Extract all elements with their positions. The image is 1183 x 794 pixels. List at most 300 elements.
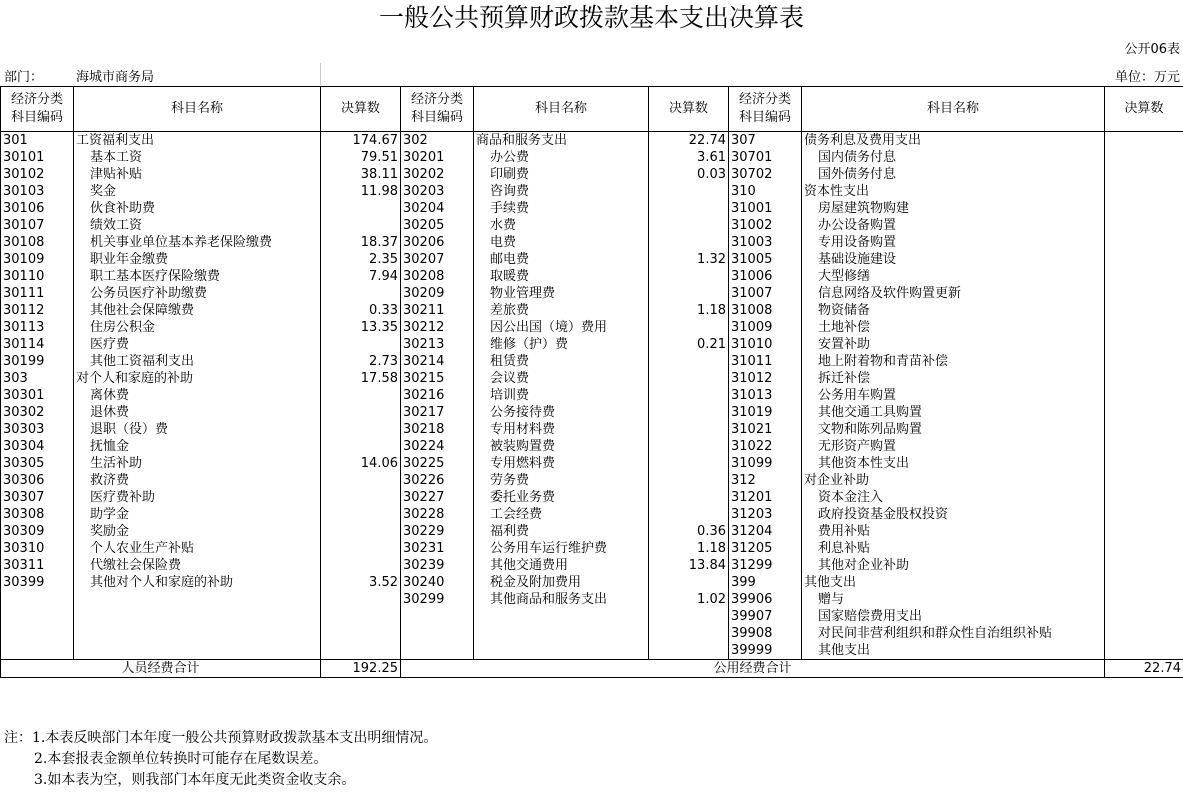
name-cell: 水费 <box>474 217 649 234</box>
name-cell: 债务利息及费用支出 <box>802 132 1105 150</box>
name-cell: 专用燃料费 <box>474 455 649 472</box>
code-cell: 31001 <box>729 200 802 217</box>
amount-cell: 174.67 <box>321 132 401 150</box>
amount-cell <box>321 217 401 234</box>
name-cell <box>74 608 321 625</box>
name-cell: 赠与 <box>802 591 1105 608</box>
header-code-2: 经济分类 科目编码 <box>401 87 474 132</box>
amount-cell <box>1105 455 1183 472</box>
code-cell <box>401 608 474 625</box>
name-cell: 其他交通工具购置 <box>802 404 1105 421</box>
name-cell: 专用材料费 <box>474 421 649 438</box>
amount-cell <box>649 455 729 472</box>
name-cell: 信息网络及软件购置更新 <box>802 285 1105 302</box>
code-cell: 30309 <box>1 523 74 540</box>
name-cell: 其他工资福利支出 <box>74 353 321 370</box>
amount-cell: 7.94 <box>321 268 401 285</box>
code-cell: 30306 <box>1 472 74 489</box>
code-cell: 302 <box>401 132 474 150</box>
amount-cell <box>321 523 401 540</box>
name-cell: 对个人和家庭的补助 <box>74 370 321 387</box>
code-cell: 30101 <box>1 149 74 166</box>
amount-cell <box>1105 268 1183 285</box>
name-cell: 奖金 <box>74 183 321 200</box>
amount-cell <box>1105 149 1183 166</box>
table-row <box>1 217 1183 234</box>
name-cell: 租赁费 <box>474 353 649 370</box>
code-cell: 30204 <box>401 200 474 217</box>
amount-cell: 14.06 <box>321 455 401 472</box>
header-name-2: 科目名称 <box>474 87 649 132</box>
amount-cell <box>649 268 729 285</box>
code-cell: 30111 <box>1 285 74 302</box>
code-cell: 30303 <box>1 421 74 438</box>
table-row <box>1 302 1183 319</box>
name-cell: 助学金 <box>74 506 321 523</box>
amount-cell <box>1105 421 1183 438</box>
code-cell: 30299 <box>401 591 474 608</box>
code-cell: 31022 <box>729 438 802 455</box>
code-cell: 31013 <box>729 387 802 404</box>
notes <box>4 728 437 791</box>
amount-cell <box>1105 302 1183 319</box>
name-cell: 安置补助 <box>802 336 1105 353</box>
code-cell: 30213 <box>401 336 474 353</box>
name-cell: 大型修缮 <box>802 268 1105 285</box>
amount-cell <box>649 387 729 404</box>
header-amount-3: 决算数 <box>1105 87 1183 132</box>
amount-cell <box>1105 183 1183 200</box>
code-cell <box>401 642 474 660</box>
name-cell: 福利费 <box>474 523 649 540</box>
amount-cell <box>1105 489 1183 506</box>
amount-cell: 1.02 <box>649 591 729 608</box>
code-cell: 30113 <box>1 319 74 336</box>
amount-cell <box>321 438 401 455</box>
code-cell: 399 <box>729 574 802 591</box>
amount-cell: 0.21 <box>649 336 729 353</box>
name-cell: 资本性支出 <box>802 183 1105 200</box>
amount-cell: 11.98 <box>321 183 401 200</box>
code-cell: 31007 <box>729 285 802 302</box>
code-cell: 31003 <box>729 234 802 251</box>
name-cell: 邮电费 <box>474 251 649 268</box>
table-row <box>1 438 1183 455</box>
code-cell: 30304 <box>1 438 74 455</box>
amount-cell: 1.32 <box>649 251 729 268</box>
table-row <box>1 234 1183 251</box>
amount-cell <box>1105 540 1183 557</box>
code-cell: 30308 <box>1 506 74 523</box>
amount-cell: 0.36 <box>649 523 729 540</box>
name-cell: 救济费 <box>74 472 321 489</box>
code-cell: 30226 <box>401 472 474 489</box>
report-title: 一般公共预算财政拨款基本支出决算表 <box>378 3 804 32</box>
amount-cell <box>1105 370 1183 387</box>
code-cell: 30302 <box>1 404 74 421</box>
amount-cell <box>1105 132 1183 150</box>
table-row <box>1 353 1183 370</box>
department-label: 部门： <box>4 70 44 85</box>
amount-cell: 0.33 <box>321 302 401 319</box>
code-cell: 30217 <box>401 404 474 421</box>
amount-cell: 1.18 <box>649 302 729 319</box>
code-cell: 301 <box>1 132 74 150</box>
name-cell: 其他支出 <box>802 642 1105 660</box>
department-value: 海城市商务局 <box>76 70 155 85</box>
name-cell: 取暖费 <box>474 268 649 285</box>
name-cell: 印刷费 <box>474 166 649 183</box>
name-cell: 绩效工资 <box>74 217 321 234</box>
table-row <box>1 319 1183 336</box>
name-cell: 咨询费 <box>474 183 649 200</box>
table-row <box>1 523 1183 540</box>
amount-cell <box>1105 234 1183 251</box>
amount-cell <box>649 438 729 455</box>
code-cell: 30107 <box>1 217 74 234</box>
code-cell: 30231 <box>401 540 474 557</box>
code-cell: 30202 <box>401 166 474 183</box>
code-cell: 31203 <box>729 506 802 523</box>
amount-cell <box>321 591 401 608</box>
name-cell: 地上附着物和青苗补偿 <box>802 353 1105 370</box>
code-cell: 30103 <box>1 183 74 200</box>
code-cell: 30203 <box>401 183 474 200</box>
code-cell: 30301 <box>1 387 74 404</box>
amount-cell: 3.61 <box>649 149 729 166</box>
table-row <box>1 489 1183 506</box>
name-cell: 会议费 <box>474 370 649 387</box>
name-cell: 办公费 <box>474 149 649 166</box>
name-cell <box>474 608 649 625</box>
code-cell: 30229 <box>401 523 474 540</box>
name-cell: 公务用车购置 <box>802 387 1105 404</box>
code-cell: 30310 <box>1 540 74 557</box>
name-cell: 税金及附加费用 <box>474 574 649 591</box>
name-cell: 退职（役）费 <box>74 421 321 438</box>
table-row <box>1 285 1183 302</box>
amount-cell: 2.73 <box>321 353 401 370</box>
code-cell: 39908 <box>729 625 802 642</box>
amount-cell <box>649 642 729 660</box>
code-cell: 307 <box>729 132 802 150</box>
name-cell: 住房公积金 <box>74 319 321 336</box>
amount-cell <box>649 319 729 336</box>
code-cell: 31002 <box>729 217 802 234</box>
amount-cell <box>1105 574 1183 591</box>
code-cell: 39999 <box>729 642 802 660</box>
table-row <box>1 608 1183 625</box>
code-cell: 31299 <box>729 557 802 574</box>
table-row <box>1 421 1183 438</box>
code-cell: 30311 <box>1 557 74 574</box>
code-cell <box>1 591 74 608</box>
name-cell: 物业管理费 <box>474 285 649 302</box>
amount-cell <box>321 472 401 489</box>
code-cell: 30239 <box>401 557 474 574</box>
code-cell: 30209 <box>401 285 474 302</box>
note-1: 注：1.本表反映部门本年度一般公共预算财政拨款基本支出明细情况。 <box>4 730 438 746</box>
code-cell: 30215 <box>401 370 474 387</box>
amount-cell <box>1105 523 1183 540</box>
code-cell: 30307 <box>1 489 74 506</box>
name-cell: 生活补助 <box>74 455 321 472</box>
note-2: 2.本套报表金额单位转换时可能存在尾数误差。 <box>34 751 328 767</box>
table-row <box>1 625 1183 642</box>
code-cell: 31009 <box>729 319 802 336</box>
name-cell: 专用设备购置 <box>802 234 1105 251</box>
name-cell <box>74 642 321 660</box>
name-cell: 文物和陈列品购置 <box>802 421 1105 438</box>
name-cell: 土地补偿 <box>802 319 1105 336</box>
amount-cell <box>1105 251 1183 268</box>
amount-cell <box>321 608 401 625</box>
code-cell: 30205 <box>401 217 474 234</box>
amount-cell <box>649 200 729 217</box>
table-header-row <box>1 87 1183 132</box>
amount-cell: 0.03 <box>649 166 729 183</box>
table-row <box>1 370 1183 387</box>
table-row <box>1 472 1183 489</box>
amount-cell <box>1105 438 1183 455</box>
code-cell: 39907 <box>729 608 802 625</box>
amount-cell <box>1105 472 1183 489</box>
amount-cell <box>1105 319 1183 336</box>
table-body <box>1 132 1183 660</box>
code-cell: 30109 <box>1 251 74 268</box>
table-row <box>1 506 1183 523</box>
amount-cell <box>649 506 729 523</box>
unit-label: 单位：万元 <box>1114 70 1180 85</box>
table-row <box>1 251 1183 268</box>
name-cell: 其他商品和服务支出 <box>474 591 649 608</box>
code-cell: 30214 <box>401 353 474 370</box>
amount-cell <box>321 642 401 660</box>
code-cell: 30114 <box>1 336 74 353</box>
name-cell: 委托业务费 <box>474 489 649 506</box>
code-cell: 30228 <box>401 506 474 523</box>
name-cell: 代缴社会保险费 <box>74 557 321 574</box>
table-row <box>1 166 1183 183</box>
name-cell: 其他社会保障缴费 <box>74 302 321 319</box>
code-cell: 30218 <box>401 421 474 438</box>
name-cell: 离休费 <box>74 387 321 404</box>
name-cell: 拆迁补偿 <box>802 370 1105 387</box>
code-cell: 39906 <box>729 591 802 608</box>
code-cell: 31010 <box>729 336 802 353</box>
name-cell: 对民间非营利组织和群众性自治组织补贴 <box>802 625 1105 642</box>
header-code-3: 经济分类 科目编码 <box>729 87 802 132</box>
name-cell: 其他对个人和家庭的补助 <box>74 574 321 591</box>
name-cell: 其他资本性支出 <box>802 455 1105 472</box>
name-cell: 国外债务付息 <box>802 166 1105 183</box>
code-cell: 31019 <box>729 404 802 421</box>
table-row <box>1 404 1183 421</box>
name-cell <box>74 625 321 642</box>
name-cell: 奖励金 <box>74 523 321 540</box>
name-cell: 国家赔偿费用支出 <box>802 608 1105 625</box>
cell-divider <box>320 63 321 85</box>
amount-cell <box>1105 336 1183 353</box>
name-cell: 国内债务付息 <box>802 149 1105 166</box>
amount-cell: 18.37 <box>321 234 401 251</box>
code-cell: 31006 <box>729 268 802 285</box>
code-cell <box>1 625 74 642</box>
name-cell: 其他交通费用 <box>474 557 649 574</box>
name-cell: 公务员医疗补助缴费 <box>74 285 321 302</box>
amount-cell <box>1105 506 1183 523</box>
amount-cell <box>649 489 729 506</box>
name-cell: 劳务费 <box>474 472 649 489</box>
code-cell: 30211 <box>401 302 474 319</box>
code-cell: 31012 <box>729 370 802 387</box>
amount-cell: 38.11 <box>321 166 401 183</box>
amount-cell <box>321 200 401 217</box>
note-3: 3.如本表为空，则我部门本年度无此类资金收支余。 <box>34 772 356 788</box>
amount-cell <box>1105 166 1183 183</box>
amount-cell <box>649 217 729 234</box>
amount-cell: 22.74 <box>649 132 729 150</box>
name-cell <box>74 591 321 608</box>
code-cell: 30199 <box>1 353 74 370</box>
amount-cell <box>1105 404 1183 421</box>
code-cell: 30399 <box>1 574 74 591</box>
name-cell <box>474 642 649 660</box>
amount-cell <box>1105 353 1183 370</box>
amount-cell: 3.52 <box>321 574 401 591</box>
name-cell: 抚恤金 <box>74 438 321 455</box>
table-row <box>1 642 1183 660</box>
name-cell: 被装购置费 <box>474 438 649 455</box>
name-cell: 因公出国（境）费用 <box>474 319 649 336</box>
code-cell: 30224 <box>401 438 474 455</box>
name-cell: 维修（护）费 <box>474 336 649 353</box>
name-cell: 公务用车运行维护费 <box>474 540 649 557</box>
amount-cell: 79.51 <box>321 149 401 166</box>
amount-cell: 17.58 <box>321 370 401 387</box>
name-cell: 职工基本医疗保险缴费 <box>74 268 321 285</box>
amount-cell <box>649 421 729 438</box>
code-cell: 30701 <box>729 149 802 166</box>
amount-cell <box>1105 285 1183 302</box>
code-cell: 31201 <box>729 489 802 506</box>
public-total-label: 公用经费合计 <box>401 660 1105 678</box>
code-cell: 30225 <box>401 455 474 472</box>
name-cell: 差旅费 <box>474 302 649 319</box>
table-row <box>1 132 1183 150</box>
code-cell: 30240 <box>401 574 474 591</box>
totals-row <box>1 660 1183 678</box>
amount-cell <box>649 234 729 251</box>
amount-cell <box>649 608 729 625</box>
amount-cell <box>1105 591 1183 608</box>
header-amount-2: 决算数 <box>649 87 729 132</box>
name-cell: 无形资产购置 <box>802 438 1105 455</box>
name-cell: 手续费 <box>474 200 649 217</box>
code-cell: 31205 <box>729 540 802 557</box>
code-cell: 31204 <box>729 523 802 540</box>
code-cell: 30110 <box>1 268 74 285</box>
amount-cell: 13.84 <box>649 557 729 574</box>
name-cell: 电费 <box>474 234 649 251</box>
code-cell <box>1 608 74 625</box>
table-row <box>1 557 1183 574</box>
amount-cell <box>649 574 729 591</box>
personnel-total-value: 192.25 <box>321 660 401 678</box>
name-cell: 基本工资 <box>74 149 321 166</box>
code-cell: 31005 <box>729 251 802 268</box>
amount-cell <box>321 540 401 557</box>
code-cell: 30112 <box>1 302 74 319</box>
code-cell: 30201 <box>401 149 474 166</box>
amount-cell <box>649 183 729 200</box>
code-cell: 310 <box>729 183 802 200</box>
name-cell: 工会经费 <box>474 506 649 523</box>
header-amount-1: 决算数 <box>321 87 401 132</box>
name-cell <box>474 625 649 642</box>
code-cell: 30102 <box>1 166 74 183</box>
header-name-3: 科目名称 <box>802 87 1105 132</box>
code-cell: 303 <box>1 370 74 387</box>
table-row <box>1 149 1183 166</box>
amount-cell <box>649 625 729 642</box>
table-row <box>1 268 1183 285</box>
header-code-1: 经济分类 科目编码 <box>1 87 74 132</box>
amount-cell <box>321 336 401 353</box>
name-cell: 工资福利支出 <box>74 132 321 150</box>
amount-cell <box>649 472 729 489</box>
code-cell: 31099 <box>729 455 802 472</box>
amount-cell <box>1105 200 1183 217</box>
amount-cell <box>321 387 401 404</box>
code-cell: 30216 <box>401 387 474 404</box>
amount-cell <box>649 404 729 421</box>
amount-cell <box>1105 557 1183 574</box>
amount-cell <box>1105 217 1183 234</box>
code-cell: 31011 <box>729 353 802 370</box>
amount-cell <box>321 557 401 574</box>
code-cell: 30702 <box>729 166 802 183</box>
amount-cell <box>649 370 729 387</box>
table-row <box>1 183 1183 200</box>
expenditure-table <box>0 86 1183 678</box>
code-cell <box>1 642 74 660</box>
name-cell: 利息补贴 <box>802 540 1105 557</box>
name-cell: 政府投资基金股权投资 <box>802 506 1105 523</box>
code-cell: 30227 <box>401 489 474 506</box>
name-cell: 个人农业生产补贴 <box>74 540 321 557</box>
name-cell: 其他支出 <box>802 574 1105 591</box>
table-row <box>1 200 1183 217</box>
amount-cell <box>321 285 401 302</box>
amount-cell: 1.18 <box>649 540 729 557</box>
name-cell: 物资储备 <box>802 302 1105 319</box>
personnel-total-label: 人员经费合计 <box>1 660 321 678</box>
name-cell: 基础设施建设 <box>802 251 1105 268</box>
header-name-1: 科目名称 <box>74 87 321 132</box>
amount-cell <box>321 489 401 506</box>
name-cell: 医疗费补助 <box>74 489 321 506</box>
amount-cell <box>1105 608 1183 625</box>
code-cell: 30108 <box>1 234 74 251</box>
public-total-value: 22.74 <box>1105 660 1183 678</box>
name-cell: 伙食补助费 <box>74 200 321 217</box>
name-cell: 办公设备购置 <box>802 217 1105 234</box>
table-row <box>1 336 1183 353</box>
amount-cell <box>649 353 729 370</box>
name-cell: 对企业补助 <box>802 472 1105 489</box>
code-cell: 30206 <box>401 234 474 251</box>
